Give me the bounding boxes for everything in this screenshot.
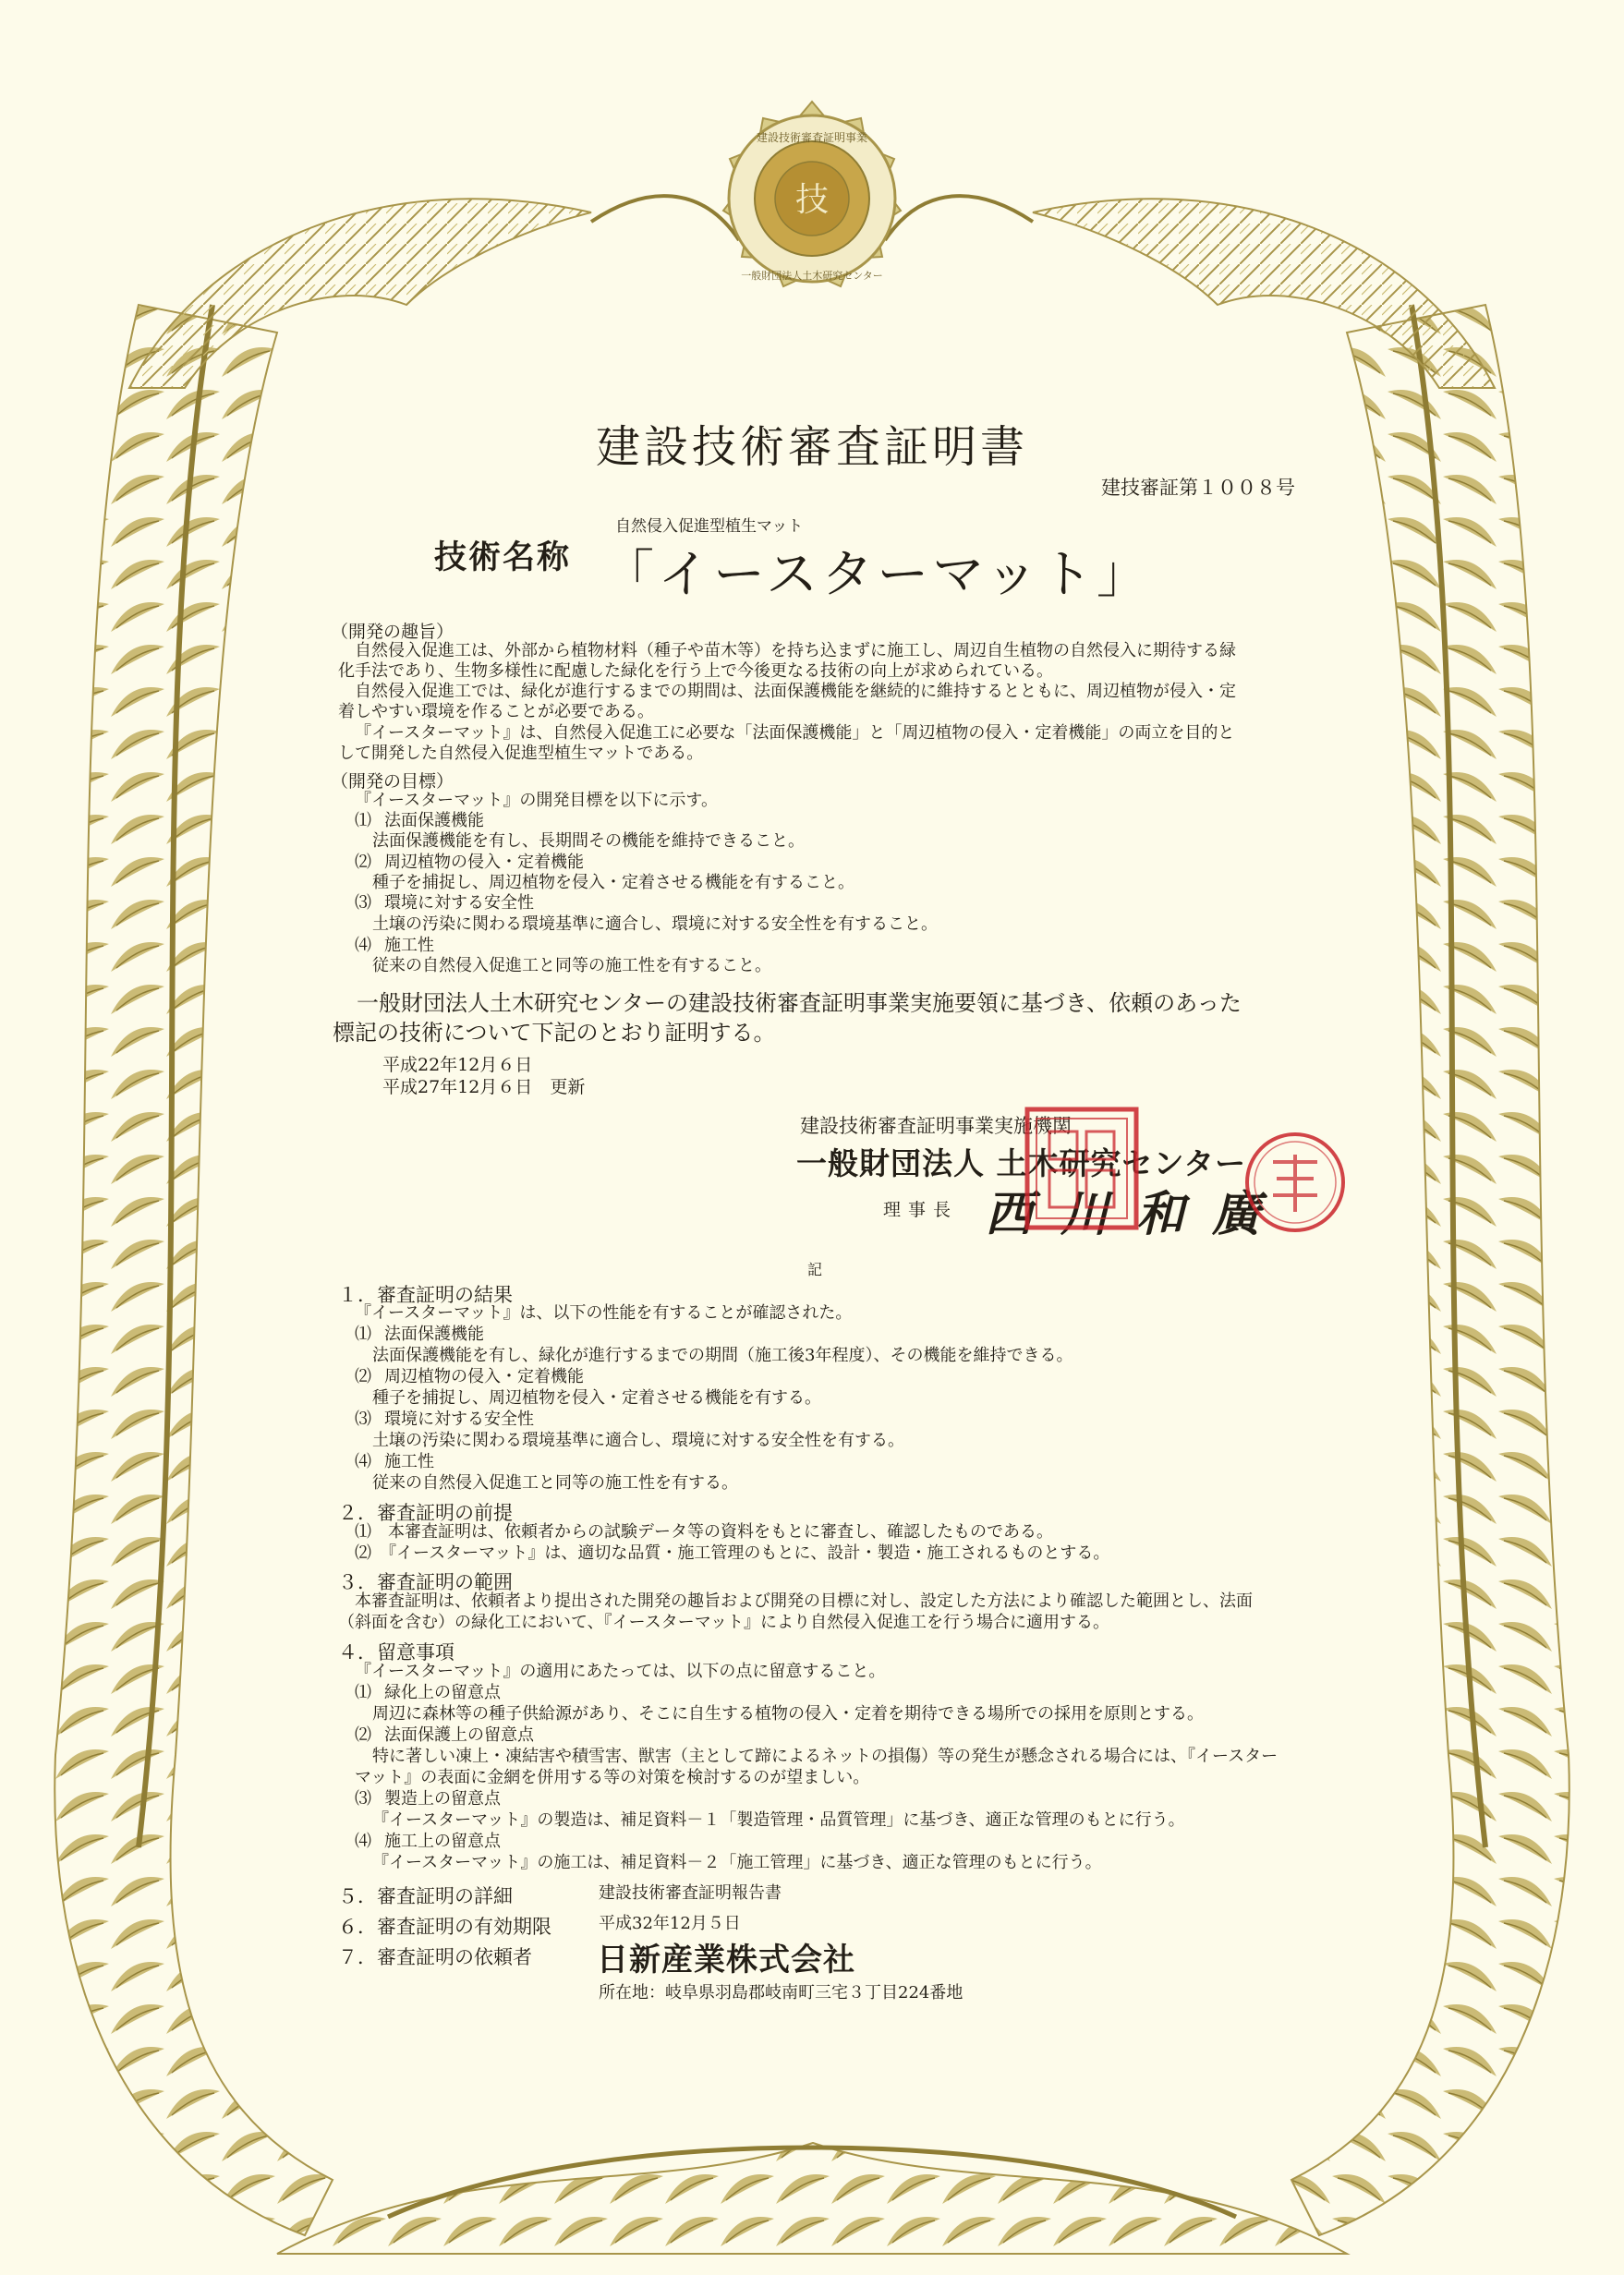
requester-company: 日新産業株式会社 [597,1942,855,1979]
square-official-seal [1022,1104,1142,1233]
renewal-date: 平成27年12月６日 更新 [382,1077,586,1097]
note-number: ⑵ [355,1725,371,1745]
notes-intro: 『イースターマット』の適用にあたっては、以下の点に留意すること。 [355,1662,886,1681]
scope-line: （斜面を含む）の緑化工において、『イースターマット』により自然侵入促進工を行う場合に適用する。 [338,1613,1110,1632]
round-personal-seal [1240,1127,1351,1238]
validity-value: 平成32年12月５日 [599,1914,741,1933]
scope-line: 本審査証明は、依頼者より提出された開発の趣旨および開発の目標に対し、設定した方法により確認した範囲とし、法面 [355,1591,1253,1611]
result-title: 周辺植物の侵入・定着機能 [384,1367,584,1386]
seal-ring-top: 建設技術審査証明事業 [756,131,867,144]
premise-line: ⑵ 『イースターマット』は、適切な品質・施工管理のもとに、設計・製造・施工されるものとする。 [355,1543,1110,1563]
goal-desc: 従来の自然侵入促進工と同等の施工性を有すること。 [372,956,771,975]
certificate-number: 建技審証第１００８号 [1101,477,1295,499]
purpose-header: （開発の趣旨） [331,622,454,642]
scope-header: ３．審査証明の範囲 [338,1571,513,1593]
requester-address: 所在地：岐阜県羽島郡岐南町三宅３丁目224番地 [599,1983,963,2003]
note-title: 法面保護上の留意点 [384,1725,534,1745]
note-desc: マット』の表面に金網を併用する等の対策を検討するのが望ましい。 [355,1768,870,1787]
result-number: ⑵ [355,1367,371,1386]
statement-line: 標記の技術について下記のとおり証明する。 [333,1020,776,1046]
representative-name: 西川和廣 [985,1186,1289,1242]
purpose-line: 着しやすい環境を作ることが必要である。 [338,702,654,721]
purpose-line: 化手法であり、生物多様性に配慮した緑化を行う上で今後更なる技術の向上が求められている。 [338,661,1053,681]
document-title: 建設技術審査証明書 [595,421,1028,473]
result-title: 法面保護機能 [384,1325,484,1344]
goals-header: （開発の目標） [331,771,454,792]
goal-number: ⑴ [355,811,371,830]
issue-date: 平成22年12月６日 [382,1055,533,1075]
note-desc: 周辺に森林等の種子供給源があり、そこに自生する植物の侵入・定着を期待できる場所での採用を原則とする。 [372,1704,1204,1724]
goal-title: 環境に対する安全性 [384,893,534,913]
purpose-line: 自然侵入促進工は、外部から植物材料（種子や苗木等）を持ち込まずに施工し、周辺自生植物の自然侵入に期待する緑 [355,641,1236,660]
svg-text:技: 技 [794,181,830,219]
details-header: ５．審査証明の詳細 [338,1885,513,1907]
purpose-line: 『イースターマット』は、自然侵入促進工に必要な「法面保護機能」と「周辺植物の侵入・定着機能」の両立を目的と [355,723,1235,743]
goal-number: ⑷ [355,936,371,955]
result-desc: 種子を捕捉し、周辺植物を侵入・定着させる機能を有する。 [372,1388,821,1408]
result-number: ⑴ [355,1325,371,1344]
representative-title: 理事長 [883,1200,959,1220]
note-title: 施工上の留意点 [384,1832,501,1851]
technology-name: 「イースターマット」 [602,545,1152,605]
purpose-line: 自然侵入促進工では、緑化が進行するまでの期間は、法面保護機能を継続的に維持するとともに、周辺植物が侵入・定 [355,682,1236,701]
goal-title: 法面保護機能 [384,811,484,830]
note-desc: 『イースターマット』の施工は、補足資料－２「施工管理」に基づき、適正な管理のもとに行う。 [372,1853,1102,1872]
details-value: 建設技術審査証明報告書 [599,1883,782,1903]
note-number: ⑴ [355,1683,371,1702]
goal-desc: 法面保護機能を有し、長期間その機能を維持できること。 [372,831,805,851]
note-desc: 『イースターマット』の製造は、補足資料－１「製造管理・品質管理」に基づき、適正な管理のもとに行う。 [372,1810,1185,1830]
result-title: 施工性 [384,1452,434,1471]
result-desc: 法面保護機能を有し、緑化が進行するまでの期間（施工後3年程度）、その機能を維持できる。 [372,1346,1073,1365]
result-title: 環境に対する安全性 [384,1410,534,1429]
goal-desc: 種子を捕捉し、周辺植物を侵入・定着させる機能を有すること。 [372,873,854,892]
requester-header: ７．審査証明の依頼者 [338,1946,532,1968]
goal-title: 施工性 [384,936,434,955]
purpose-line: して開発した自然侵入促進型植生マットである。 [338,744,704,763]
note-title: 緑化上の留意点 [384,1683,501,1702]
note-number: ⑷ [355,1832,371,1851]
results-header: １．審査証明の結果 [338,1284,513,1306]
goal-desc: 土壌の汚染に関わる環境基準に適合し、環境に対する安全性を有すること。 [372,914,938,934]
technology-name-label: 技術名称 [434,538,572,576]
results-intro: 『イースターマット』は、以下の性能を有することが確認された。 [355,1303,853,1323]
notes-header: ４．留意事項 [338,1641,454,1664]
result-number: ⑶ [355,1410,371,1429]
goal-number: ⑶ [355,893,371,913]
premise-line: ⑴ 本審査証明は、依頼者からの試験データ等の資料をもとに審査し、確認したものである。 [355,1522,1053,1542]
issuer-organization: 一般財団法人 土木研究センター [796,1145,1247,1181]
goal-title: 周辺植物の侵入・定着機能 [384,853,584,872]
seal-ring-bottom: 一般財団法人土木研究センター [741,270,883,282]
result-number: ⑷ [355,1452,371,1471]
note-number: ⑶ [355,1789,371,1809]
note-desc: 特に著しい凍上・凍結害や積雪害、獣害（主として蹄によるネットの損傷）等の発生が懸念される場合には、『イースター [372,1747,1279,1766]
technology-subtitle: 自然侵入促進型植生マット [615,517,804,536]
ki-marker: 記 [807,1261,823,1278]
goal-number: ⑵ [355,853,371,872]
result-desc: 土壌の汚染に関わる環境基準に適合し、環境に対する安全性を有する。 [372,1431,904,1450]
premise-header: ２．審査証明の前提 [338,1502,513,1524]
note-title: 製造上の留意点 [384,1789,501,1809]
issuer-subtitle: 建設技術審査証明事業実施機関 [800,1115,1072,1137]
result-desc: 従来の自然侵入促進工と同等の施工性を有する。 [372,1473,738,1493]
goals-intro: 『イースターマット』の開発目標を以下に示す。 [355,791,718,810]
validity-header: ６．審査証明の有効期限 [338,1916,551,1938]
statement-line: 一般財団法人土木研究センターの建設技術審査証明事業実施要領に基づき、依頼のあった [357,990,1242,1016]
